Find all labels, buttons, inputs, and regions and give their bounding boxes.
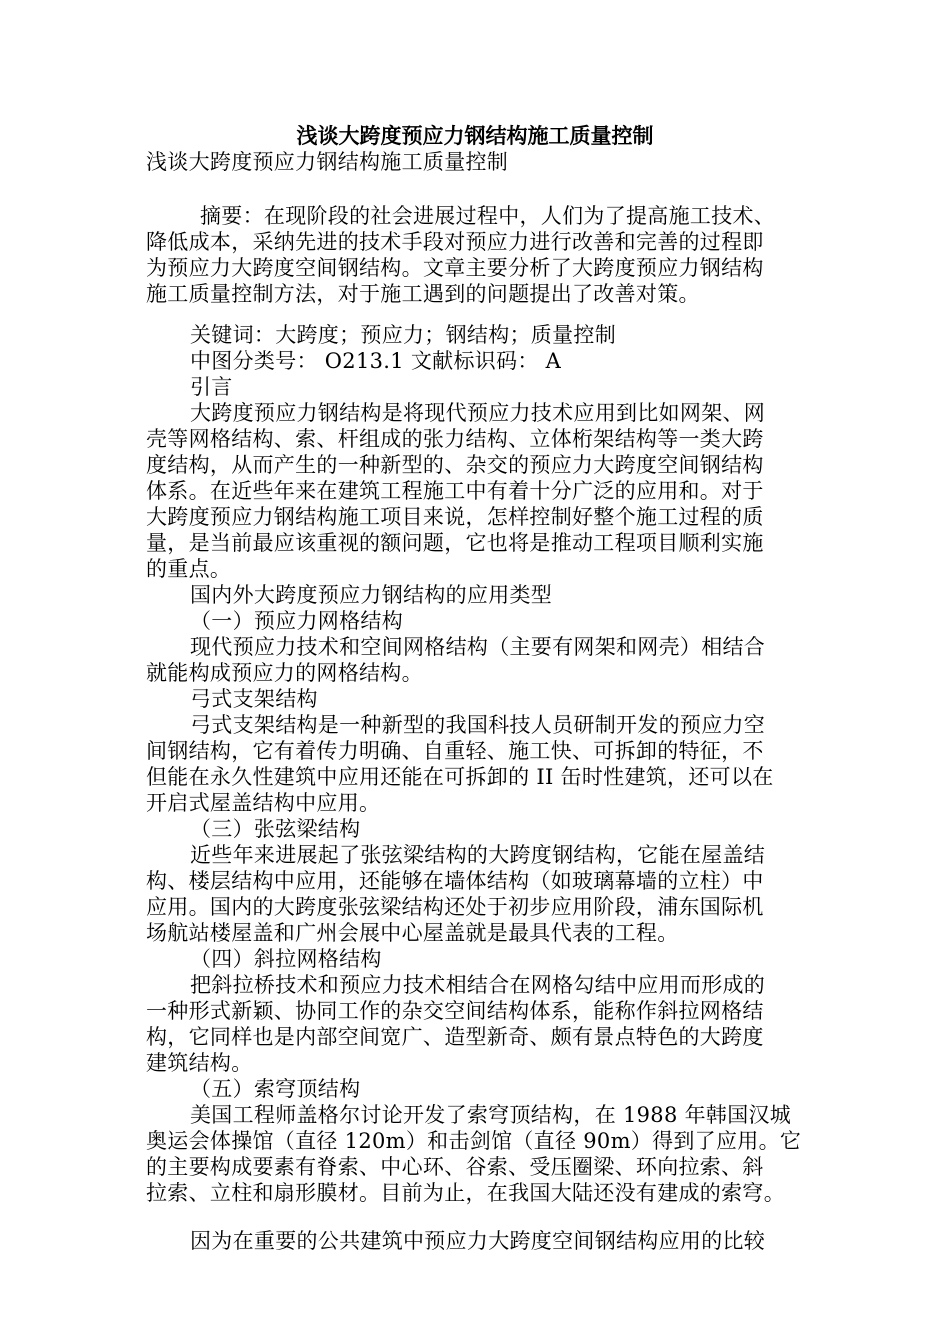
paragraph-line: 一种形式新颖、协同工作的杂交空间结构体系，能称作斜拉网格结 (146, 999, 764, 1023)
paragraph-line: 把斜拉桥技术和预应力技术相结合在网格勾结中应用而形成的 (190, 973, 766, 997)
paragraph-line: 开启式屋盖结构中应用。 (146, 791, 381, 815)
paragraph-line: 应用。国内的大跨度张弦梁结构还处于初步应用阶段，浦东国际机 (146, 895, 764, 919)
paragraph-line: 美国工程师盖格尔讨论开发了索穹顶结构，在 1988 年韩国汉城 (190, 1103, 792, 1127)
intro-line: 度结构，从而产生的一种新型的、杂交的预应力大跨度空间钢结构 (146, 453, 764, 477)
keywords: 关键词：大跨度；预应力；钢结构；质量控制 (190, 323, 616, 347)
classification: 中图分类号： O213.1 文献标识码： A (190, 349, 562, 373)
document-subtitle: 浅谈大跨度预应力钢结构施工质量控制 (146, 150, 509, 174)
paragraph-line: 但能在永久性建筑中应用还能在可拆卸的 II 缶时性建筑，还可以在 (146, 765, 774, 789)
paragraph-line: 拉索、立柱和扇形膜材。目前为止，在我国大陆还没有建成的索穹。 (146, 1181, 785, 1205)
paragraph-line: 弓式支架结构是一种新型的我国科技人员研制开发的预应力空 (190, 713, 766, 737)
intro-line: 的重点。 (146, 557, 232, 581)
subsection-heading: （四）斜拉网格结构 (190, 947, 382, 971)
abstract-line: 为预应力大跨度空间钢结构。文章主要分析了大跨度预应力钢结构 (146, 256, 764, 280)
paragraph-line: 奥运会体操馆（直径 120m）和击剑馆（直径 90m）得到了应用。它 (146, 1129, 802, 1153)
subsection-heading: （一）预应力网格结构 (190, 609, 403, 633)
abstract-line: 摘要：在现阶段的社会进展过程中，人们为了提高施工技术、 (200, 204, 776, 228)
subsection-heading: 弓式支架结构 (190, 687, 318, 711)
paragraph-line: 构、楼层结构中应用，还能够在墙体结构（如玻璃幕墙的立柱）中 (146, 869, 764, 893)
paragraph-line: 现代预应力技术和空间网格结构（主要有网架和网壳）相结合 (190, 635, 766, 659)
paragraph-line: 近些年来进展起了张弦梁结构的大跨度钢结构，它能在屋盖结 (190, 843, 766, 867)
document-title: 浅谈大跨度预应力钢结构施工质量控制 (296, 124, 654, 148)
abstract-line: 施工质量控制方法，对于施工遇到的问题提出了改善对策。 (146, 282, 700, 306)
paragraph-line: 场航站楼屋盖和广州会展中心屋盖就是最具代表的工程。 (146, 921, 679, 945)
intro-line: 大跨度预应力钢结构施工项目来说，怎样控制好整个施工过程的质 (146, 505, 764, 529)
paragraph-line: 的主要构成要素有脊索、中心环、谷索、受压圈梁、环向拉索、斜 (146, 1155, 764, 1179)
intro-heading: 引言 (190, 375, 233, 399)
paragraph-line: 构，它同样也是内部空间宽广、造型新奇、颇有景点特色的大跨度 (146, 1025, 764, 1049)
paragraph-line: 建筑结构。 (146, 1051, 253, 1075)
paragraph-line: 间钢结构，它有着传力明确、自重轻、施工快、可拆卸的特征，不 (146, 739, 764, 763)
abstract-line: 降低成本，采纳先进的技术手段对预应力进行改善和完善的过程即 (146, 230, 764, 254)
subsection-heading: （三）张弦梁结构 (190, 817, 361, 841)
intro-line: 体系。在近些年来在建筑工程施工中有着十分广泛的应用和。对于 (146, 479, 764, 503)
paragraph-line: 就能构成预应力的网格结构。 (146, 661, 423, 685)
section-heading: 国内外大跨度预应力钢结构的应用类型 (190, 583, 553, 607)
intro-line: 量，是当前最应该重视的额问题，它也将是推动工程项目顺利实施 (146, 531, 764, 555)
intro-line: 壳等网格结构、索、杆组成的张力结构、立体桁架结构等一类大跨 (146, 427, 764, 451)
paragraph-line: 因为在重要的公共建筑中预应力大跨度空间钢结构应用的比较 (190, 1229, 766, 1253)
subsection-heading: （五）索穹顶结构 (190, 1077, 361, 1101)
intro-line: 大跨度预应力钢结构是将现代预应力技术应用到比如网架、网 (190, 401, 766, 425)
